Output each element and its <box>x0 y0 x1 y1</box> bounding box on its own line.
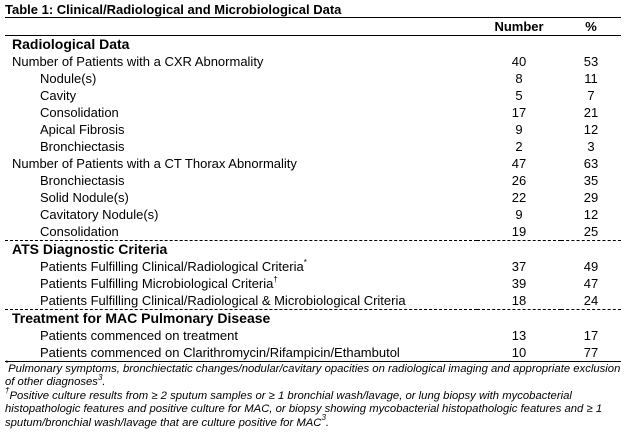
row-percent: 25 <box>583 224 599 239</box>
row-label-text: Patients commenced on Clarithromycin/Rifampicin/Ethambutol <box>40 345 400 360</box>
row-label <box>5 292 477 310</box>
row-label-text: Number of Patients with a CXR Abnormality <box>12 54 264 69</box>
row-label-text: Bronchiectasis <box>40 139 125 154</box>
footnote-dagger-end: . <box>325 416 330 429</box>
row-number: 39 <box>511 276 527 291</box>
row-percent: 49 <box>583 259 599 274</box>
row-percent: 24 <box>583 293 599 308</box>
row-percent: 47 <box>583 276 599 291</box>
header-row <box>5 18 621 36</box>
row-label <box>5 87 477 104</box>
table-row <box>5 344 621 361</box>
table-body <box>5 18 621 361</box>
row-percent: 35 <box>583 173 599 188</box>
row-percent: 77 <box>583 345 599 360</box>
footnote-dagger <box>5 386 621 430</box>
table-row <box>5 258 621 275</box>
row-label-text: Cavitatory Nodule(s) <box>40 207 159 222</box>
row-number: 10 <box>511 345 527 360</box>
row-footnote-mark: * <box>303 257 307 267</box>
row-label-text: Cavity <box>40 88 77 103</box>
row-label <box>5 327 477 344</box>
table-row <box>5 87 621 104</box>
row-label-text: Consolidation <box>40 105 119 120</box>
row-label-text: Bronchiectasis <box>40 173 125 188</box>
row-label-text: Solid Nodule(s) <box>40 190 129 205</box>
row-percent: 12 <box>583 122 599 137</box>
table-title: Table 1: Clinical/Radiological and Microbiological Data <box>5 2 342 17</box>
table-row <box>5 223 621 241</box>
section-heading-blank <box>477 310 561 327</box>
row-label <box>5 104 477 121</box>
row-percent: 3 <box>587 139 595 154</box>
row-percent: 17 <box>583 328 599 343</box>
section-heading-row <box>5 241 621 258</box>
footnote-dagger-mark: † <box>5 386 10 396</box>
row-number: 5 <box>515 88 523 103</box>
table-container <box>5 2 621 430</box>
row-percent: 53 <box>583 54 599 69</box>
row-label <box>5 344 477 361</box>
row-footnote-mark: † <box>273 274 278 284</box>
row-number: 2 <box>515 139 523 154</box>
row-number: 19 <box>511 224 527 239</box>
table-row <box>5 327 621 344</box>
row-label-text: Consolidation <box>40 224 119 239</box>
row-percent: 29 <box>583 190 599 205</box>
table-row <box>5 189 621 206</box>
row-number: 37 <box>511 259 527 274</box>
table-row <box>5 121 621 138</box>
row-number: 17 <box>511 105 527 120</box>
row-number: 47 <box>511 156 527 171</box>
table-row <box>5 172 621 189</box>
table-row <box>5 70 621 87</box>
data-table <box>5 18 621 361</box>
row-percent: 12 <box>583 207 599 222</box>
footnotes <box>5 359 621 430</box>
section-heading-blank <box>561 310 621 327</box>
row-label <box>5 189 477 206</box>
row-label-text: Patients Fulfilling Clinical/Radiological & Microbiological Criteria <box>40 293 406 308</box>
row-label <box>5 206 477 223</box>
header-blank <box>5 18 477 36</box>
row-percent: 7 <box>587 88 595 103</box>
footnote-dagger-ref: 3 <box>321 412 326 422</box>
row-label <box>5 172 477 189</box>
footnote-star-text: Pulmonary symptoms, bronchiectatic changes/nodular/cavitary opacities on radiological imaging and appropriate exclusion of other diagnoses <box>5 363 621 389</box>
row-label-text: Patients commenced on treatment <box>40 328 238 343</box>
row-label <box>5 223 477 241</box>
row-number: 9 <box>515 122 523 137</box>
table-row <box>5 206 621 223</box>
section-heading-blank <box>477 36 561 53</box>
row-label-text: Nodule(s) <box>40 71 97 86</box>
row-label <box>5 258 477 275</box>
row-number: 40 <box>511 54 527 69</box>
row-label-text: Apical Fibrosis <box>40 122 125 137</box>
row-label <box>5 155 477 172</box>
row-label <box>5 275 477 292</box>
footnote-star-ref: 3 <box>97 372 103 382</box>
footnote-dagger-text: Positive culture results from ≥ 2 sputum samples or ≥ 1 bronchial wash/lavage, or lung biopsy with mycobacterial histopathologic features and positive culture for MAC, or biopsy showing mycobacterial histopathologic features and ≥ 1 sputum/bronchial wash/lavage that are culture positive for MAC <box>5 389 603 429</box>
row-number: 8 <box>515 71 523 86</box>
row-number: 13 <box>511 328 527 343</box>
section-heading-row <box>5 36 621 53</box>
row-label-text: Number of Patients with a CT Thorax Abnormality <box>12 156 297 171</box>
row-percent: 11 <box>584 71 598 86</box>
footnote-star-end: . <box>102 376 106 389</box>
section-heading: ATS Diagnostic Criteria <box>12 241 168 257</box>
row-label <box>5 70 477 87</box>
row-number: 26 <box>511 173 527 188</box>
row-number: 9 <box>515 207 523 222</box>
row-number: 22 <box>511 190 527 205</box>
section-heading: Radiological Data <box>12 36 130 52</box>
footnote-star <box>5 359 621 390</box>
section-heading-blank <box>561 241 621 258</box>
table-row <box>5 104 621 121</box>
footnote-star-mark: * <box>5 359 9 369</box>
table-row <box>5 155 621 172</box>
table-row <box>5 292 621 310</box>
row-number: 18 <box>511 293 527 308</box>
table-row <box>5 53 621 70</box>
row-label <box>5 121 477 138</box>
section-heading-row <box>5 310 621 327</box>
row-label <box>5 138 477 155</box>
section-heading-blank <box>477 241 561 258</box>
section-heading-blank <box>561 36 621 53</box>
row-percent: 63 <box>583 156 599 171</box>
header-number: Number <box>494 19 544 34</box>
header-percent: % <box>585 19 597 34</box>
row-label <box>5 53 477 70</box>
row-percent: 21 <box>583 105 599 120</box>
table-row <box>5 138 621 155</box>
row-label-text: Patients Fulfilling Microbiological Criteria <box>40 276 274 291</box>
row-label-text: Patients Fulfilling Clinical/Radiological Criteria <box>40 259 304 274</box>
table-row <box>5 275 621 292</box>
bottom-rule <box>5 361 621 362</box>
section-heading: Treatment for MAC Pulmonary Disease <box>12 310 271 326</box>
